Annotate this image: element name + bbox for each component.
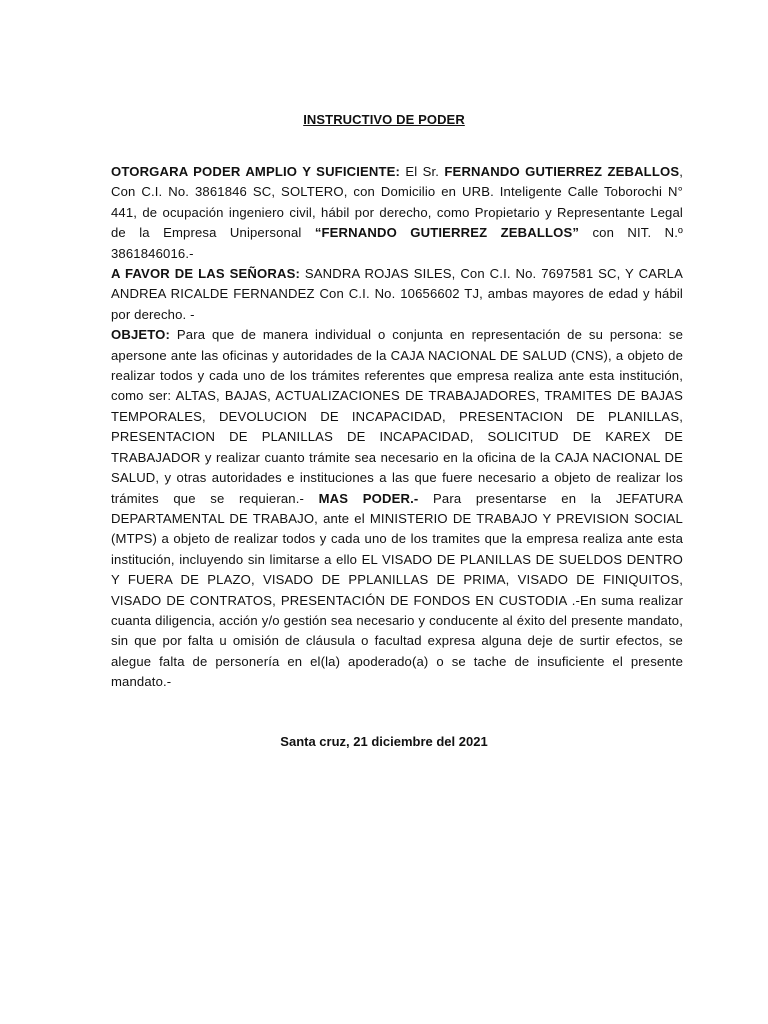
company-name: “FERNANDO GUTIERREZ ZEBALLOS” [314, 225, 580, 241]
a-favor-paragraph [111, 264, 683, 325]
a-favor-text: SANDRA ROJAS SILES, Con C.I. No. 7697581 SC, Y CARLA ANDREA RICALDE FERNANDEZ Con C.I. No. 10656602 TJ, ambas mayores de edad y hábil por derecho. - [111, 266, 683, 322]
objeto-paragraph [111, 325, 683, 692]
objeto-label: OBJETO: [111, 327, 171, 343]
otorgara-label: OTORGARA PODER AMPLIO Y SUFICIENTE: [111, 164, 401, 179]
a-favor-label: A FAVOR DE LAS SEÑORAS: [111, 266, 300, 282]
mas-poder-label: MAS PODER.- [318, 490, 419, 506]
otorgara-text-2: , Con C.I. No. 3861846 SC, SOLTERO, con Domicilio en URB. Inteligente Calle Toborochi N° 441, de ocupación ingeniero civil, hábil por derecho, como Propietario y Representante Legal de la Empresa Unipersonal [111, 164, 683, 241]
document-body [111, 162, 683, 693]
place-date: Santa cruz, 21 diciembre del 2021 [280, 734, 488, 749]
otorgara-paragraph [111, 162, 683, 264]
otorgara-text-3: con NIT. N.º 3861846016.- [111, 225, 683, 261]
document-title: INSTRUCTIVO DE PODER [303, 112, 465, 127]
otorgara-text-1: El Sr. [400, 164, 445, 179]
grantor-name: FERNANDO GUTIERREZ ZEBALLOS [444, 164, 680, 179]
objeto-text-1: Para que de manera individual o conjunta en representación de su persona: se apersone ante las oficinas y autoridades de la CAJA NACIONAL DE SALUD (CNS), a objeto de realizar todos y cada uno de los trámites referentes que empresa realiza ante esta institución, como ser: ALTAS, BAJAS, ACTUALIZACIONES DE TRABAJADORES, TRAMITES DE BAJAS TEMPORALES, DEVOLUCION DE INCAPACIDAD, PRESENTACION DE PLANILLAS, PRESENTACION DE PLANILLAS DE INCAPACIDAD, SOLICITUD DE KAREX DE TRABAJADOR y realizar cuanto trámite sea necesario en la oficina de la CAJA NACIONAL DE SALUD, y otras autoridades e instituciones a las que fuere necesario a objeto de realizar los trámites que se requieran.- [111, 327, 683, 506]
objeto-text-2: Para presentarse en la JEFATURA DEPARTAMENTAL DE TRABAJO, ante el MINISTERIO DE TRABAJO Y PREVISION SOCIAL (MTPS) a objeto de realizar todos y cada uno de los tramites que la empresa realiza ante esta institución, incluyendo sin limitarse a ello EL VISADO DE PLANILLAS DE SUELDOS DENTRO Y FUERA DE PLAZO, VISADO DE PPLANILLAS DE PRIMA, VISADO DE FINIQUITOS, VISADO DE CONTRATOS, PRESENTACIÓN DE FONDOS EN CUSTODIA .-En suma realizar cuanta diligencia, acción y/o gestión sea necesario y conducente al éxito del presente mandato, sin que por falta u omisión de cláusula o facultad expresa alguna deje de surtir efectos, se alegue falta de personería en el(la) apoderado(a) o se tache de insuficiente el presente mandato.- [111, 490, 684, 690]
